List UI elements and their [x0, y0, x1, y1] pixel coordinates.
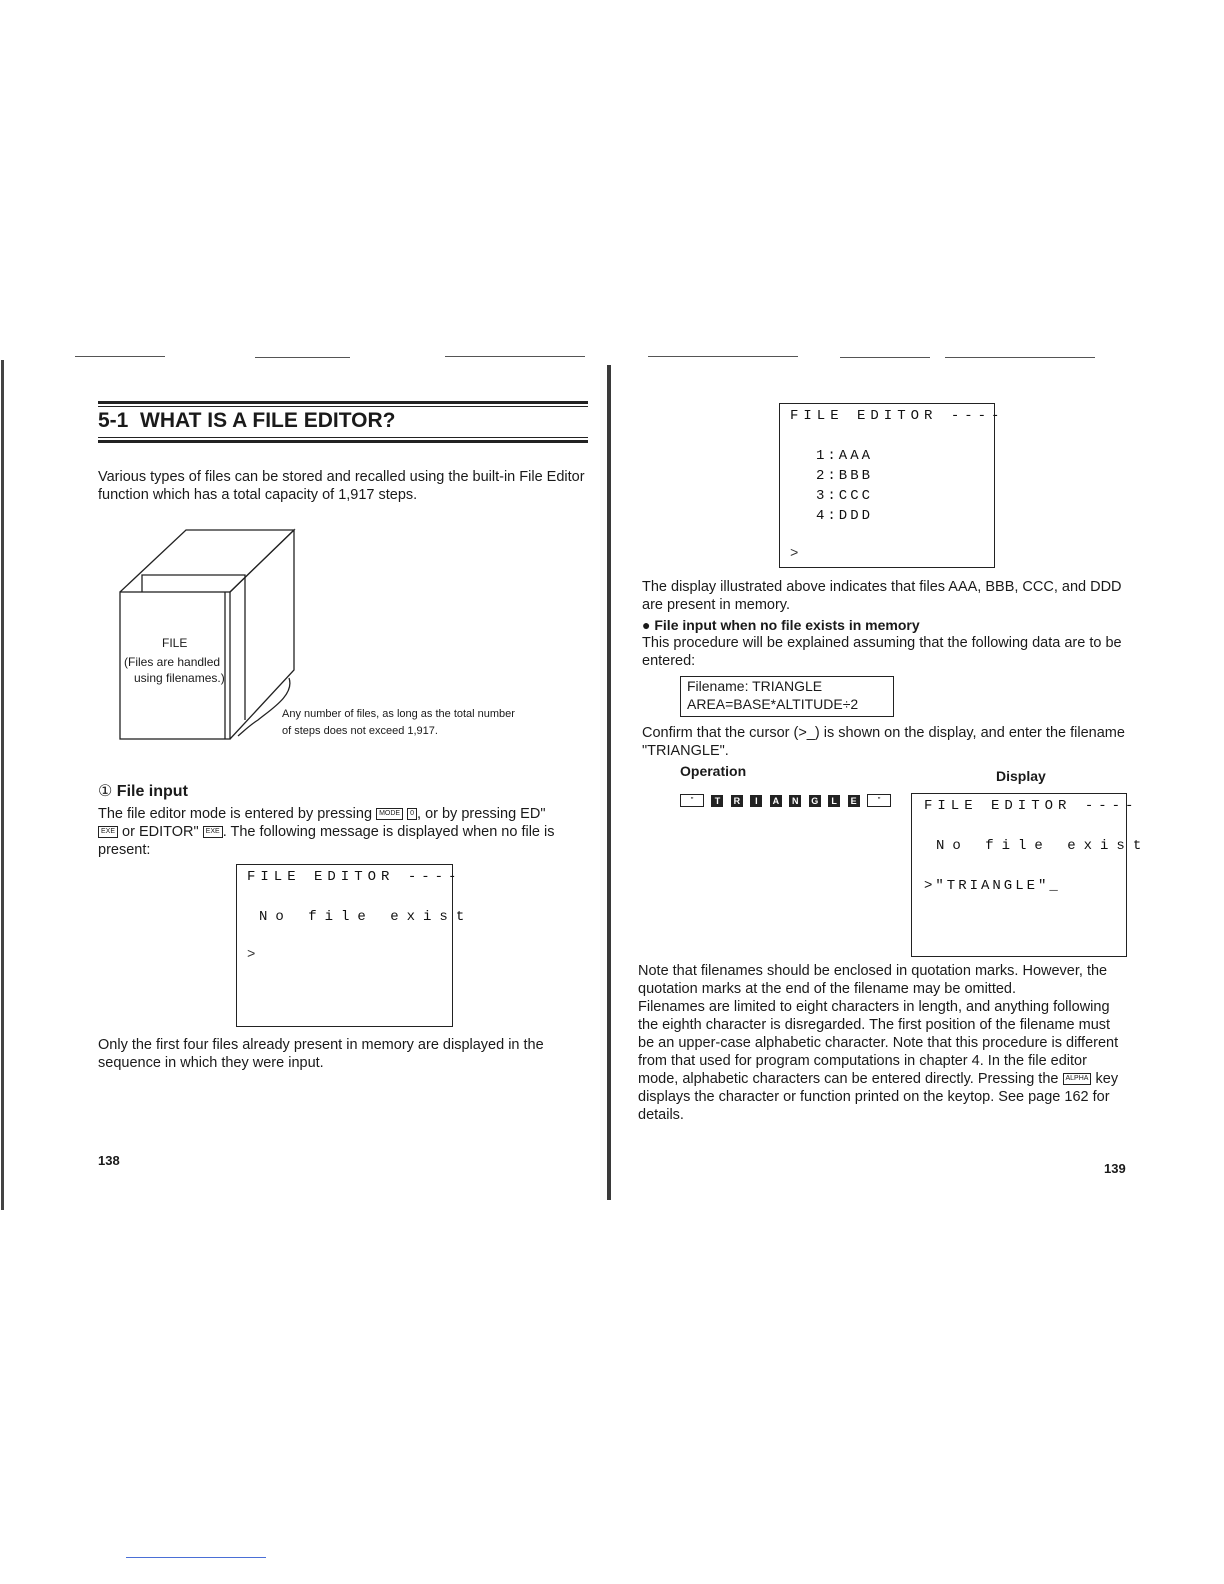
lcd-header: FILE EDITOR ---- [247, 869, 462, 885]
lcd-screen-no-file [236, 864, 473, 1027]
letter-key-e: E [848, 795, 860, 807]
letter-key-g: G [809, 795, 821, 807]
alpha-key: ALPHA [1063, 1073, 1092, 1085]
para-line-2-mid: or EDITOR" [118, 824, 199, 840]
display-label: Display [996, 768, 1046, 784]
title-rule-top-thin [98, 406, 588, 407]
para-line-1-text: The file editor mode is entered by pressing [98, 806, 373, 822]
file-box-note-2: using filenames.) [134, 671, 225, 685]
key-sequence [680, 792, 894, 810]
file-box-diagram [110, 520, 310, 750]
letter-key-t: T [711, 795, 723, 807]
file-input-paragraph [98, 805, 588, 859]
letter-key-a: A [770, 795, 782, 807]
para-line-1 [98, 805, 588, 823]
file-entry-3: 3:CCC [816, 488, 874, 504]
zero-key: 0 [407, 808, 417, 820]
figure-callout-2: of steps does not exceed 1,917. [282, 725, 438, 737]
letter-key-r: R [731, 795, 743, 807]
exe-key: EXE [98, 826, 118, 838]
filename-rules-paragraph [638, 998, 1130, 1124]
procedure-paragraph: This procedure will be explained assuming that the following data are to be entered: [642, 635, 1122, 669]
letter-key-n: N [789, 795, 801, 807]
blinking-cursor-icon: > [247, 947, 256, 963]
data-box-filename: Filename: TRIANGLE [687, 678, 823, 694]
lcd-message: No file exist [259, 909, 473, 925]
mode-key: MODE [376, 808, 403, 820]
file-entry-2: 2:BBB [816, 468, 874, 484]
title-rule-top [98, 401, 588, 404]
closing-paragraph: Only the first four files already present in memory are displayed in the sequence in which they were input. [98, 1037, 544, 1071]
subsection-heading [98, 781, 188, 801]
section-title: 5-1 WHAT IS A FILE EDITOR? [98, 409, 396, 432]
figure-callout-1: Any number of files, as long as the total number [282, 708, 515, 720]
page-number-right: 139 [1104, 1161, 1126, 1176]
letter-key-i: I [750, 795, 762, 807]
blinking-cursor-icon-2: > [790, 546, 799, 562]
filename-rules-text: Filenames are limited to eight characters in length, and anything following the eighth character is disregarded. The first position of the filename must be an upper-case alphabetic character. Note that this procedure is different from that used for program computations in chapter 4. In the file editor mode, alphabetic characters can be entered directly. Pressing the [638, 999, 1119, 1087]
quotation-note-paragraph: Note that filenames should be enclosed in quotation marks. However, the quotation marks at the end of the filename may be omitted. [638, 963, 1108, 997]
lcd-screen-triangle [911, 793, 1150, 957]
file-entry-4: 4:DDD [816, 508, 874, 524]
quote-key-open: " [680, 794, 704, 807]
bullet-heading-text: File input when no file exists in memory [654, 617, 920, 633]
filename-rules-tail: key displays the character or function printed on the keytop. See page 162 for details. [638, 1071, 1119, 1123]
lcd-entry-triangle: >"TRIANGLE"_ [924, 878, 1061, 894]
subsection-title: File input [116, 783, 188, 800]
lcd-message-3: No file exist [936, 838, 1150, 854]
exe-key-2: EXE [203, 826, 223, 838]
file-box-label: FILE [162, 636, 188, 650]
letter-key-l: L [828, 795, 840, 807]
confirm-cursor-paragraph: Confirm that the cursor (>_) is shown on the display, and enter the filename "TRIANGLE". [642, 725, 1125, 759]
para-line-2-tail: . The following message is displayed when no file is [222, 824, 555, 840]
bottom-underline [126, 1557, 266, 1558]
subsection-number: ① [98, 783, 113, 800]
lcd-header-3: FILE EDITOR ---- [924, 798, 1139, 814]
right-page [612, 0, 1224, 1584]
left-page [0, 0, 605, 1584]
lcd-screen-file-list [779, 403, 1005, 568]
title-rule-bottom-thick [98, 440, 588, 443]
data-box [680, 676, 894, 717]
file-box-note-1: (Files are handled [124, 655, 221, 669]
data-box-formula: AREA=BASE*ALTITUDE÷2 [687, 696, 859, 712]
file-entry-1: 1:AAA [816, 448, 874, 464]
lcd-header-2: FILE EDITOR ---- [790, 408, 1005, 424]
files-present-paragraph: The display illustrated above indicates that files AAA, BBB, CCC, and DDD are present in memory. [642, 579, 1122, 613]
book-spine [607, 365, 611, 1200]
para-line-1-tail: , or by pressing ED" [417, 806, 546, 822]
page-number-left: 138 [98, 1153, 120, 1168]
title-rule-bottom [98, 437, 588, 438]
operation-label: Operation [680, 763, 747, 779]
quote-key-close: " [867, 794, 891, 807]
bullet-heading [642, 617, 920, 633]
para-line-2 [98, 823, 588, 841]
bullet-icon: ● [642, 617, 651, 633]
intro-paragraph: Various types of files can be stored and recalled using the built-in File Editor function which has a total capacity of 1,917 steps. [98, 469, 585, 503]
para-line-3: present: [98, 842, 151, 858]
file-box-top [120, 530, 294, 592]
